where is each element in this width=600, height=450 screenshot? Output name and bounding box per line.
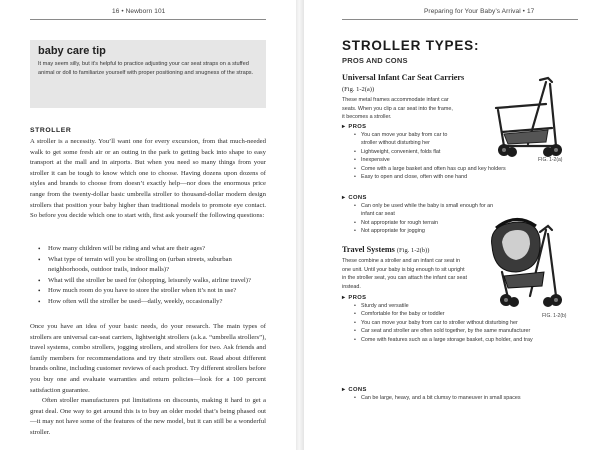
stroller-frame-illustration (482, 74, 570, 160)
list-item: • Can only be used while the baby is small enough for an infant car seat (354, 202, 499, 219)
figure-ref: (Fig. 1-2(b)) (396, 247, 430, 254)
page-subtitle: PROS AND CONS (342, 56, 408, 65)
running-head: 16 • Newborn 101 (112, 8, 166, 15)
list-item: • Car seat and stroller are often sold together, by the same manufacturer (354, 327, 544, 335)
list-item: • Lightweight, convenient, folds flat (354, 148, 459, 156)
list-item: • Comfortable for the baby or toddler (354, 310, 544, 318)
header-rule (342, 19, 578, 20)
stroller-type-heading (342, 245, 482, 257)
pros-list (354, 302, 544, 344)
list-item: • Can be large, heavy, and a bit clumsy to maneuver in small spaces (354, 394, 544, 402)
body-paragraphs (30, 322, 266, 439)
tip-title: baby care tip (38, 45, 106, 57)
figure-label: FIG. 1-2(a) (538, 157, 563, 163)
paragraph-text: Often stroller manufacturers put limitations on discounts, making it hard to get a great deal. One way to get around this is to buy an older model that’s being phased out—it may not have some of the features of the new model, but it can still be a wonderful stroller. (30, 397, 266, 436)
section-heading: STROLLER (30, 127, 72, 134)
question-list (38, 244, 264, 308)
list-item: • Easy to open and close, often with one hand (354, 173, 529, 181)
list-item: • Sturdy and versatile (354, 302, 544, 310)
list-item: • How much room do you have to store the stroller when it’s not in use? (38, 286, 264, 297)
header-rule (30, 19, 266, 20)
heading-text: Universal Infant Car Seat Carriers (342, 73, 465, 82)
cons-heading: ▸ CONS (342, 386, 367, 393)
list-item: • You can move your baby from car to stroller without disturbing her (354, 131, 459, 148)
paragraph-text: A stroller is a necessity. You’ll want one for every excursion, from that much-needed walk to get some fresh air or an outing in the park to getting back into shape to easy transport at the mall and in airports. But when you need so many things from your stroller it can be tough to know which one to choose. Having dozens upon dozens of styles and brands to choose from doesn’t exactly help—nor does the enormous price range from the twenty-dollar basic umbrella stroller to thousand-dollar modern design strollers that position your baby higher than traditional models to promote eye contact. So before you decide which one to start with, first ask yourself the following questions: (30, 138, 266, 220)
left-page (0, 0, 296, 450)
figure-ref: (Fig. 1-2(a)) (342, 85, 375, 93)
tip-text: It may seem silly, but it’s helpful to practice adjusting your car seat straps on a stuffed animal or doll to familiarize yourself with proper positioning and snugness of the straps. (38, 61, 254, 76)
list-item: • You can move your baby from car to stroller without disturbing her (354, 319, 544, 327)
list-item: • Not appropriate for jogging (354, 227, 544, 235)
right-page (304, 0, 600, 450)
pros-list (354, 131, 506, 181)
body-paragraph (30, 137, 266, 222)
heading-text: Travel Systems (342, 245, 395, 254)
pros-heading: ▸ PROS (342, 294, 366, 301)
list-item: • Inexpensive (354, 156, 459, 164)
page-title: STROLLER TYPES: (342, 38, 480, 53)
list-item: • Not appropriate for rough terrain (354, 219, 544, 227)
book-gutter (296, 0, 304, 450)
figure-label: FIG. 1-2(b) (542, 313, 567, 319)
stroller-description: These metal frames accommodate infant car seats. When you clip a car seat into the frame, it becomes a stroller. (342, 97, 453, 120)
list-item: • How often will the stroller be used—daily, weekly, occasionally? (38, 297, 264, 308)
cons-heading: ▸ CONS (342, 194, 367, 201)
running-head: Preparing for Your Baby’s Arrival • 17 (424, 8, 535, 15)
list-item: • How many children will be riding and what are their ages? (38, 244, 264, 255)
tip-box (30, 40, 266, 108)
paragraph-text: Once you have an idea of your basic needs, do your research. The main types of strollers are universal car-seat carriers, lightweight strollers (a.k.a. “umbrella strollers”), travel systems, combo strollers, jogging strollers, and strollers for two. Ask friends and family members for recommendations and try their strollers out. Read about different brands online, including customer reviews of each product. Try different strollers before you buy one and evaluate warranties and return policies—look for a 100 percent satisfaction guarantee. (30, 323, 266, 394)
travel-system-illustration (478, 212, 568, 308)
pros-heading: ▸ PROS (342, 123, 366, 130)
stroller-description: These combine a stroller and an infant car seat in one unit. Until your baby is big enough to sit upright in the stroller seat, you can attach the infant car seat instead. (342, 258, 467, 290)
list-item: • Come with a large basket and often has cup and key holders (354, 165, 529, 173)
list-item: • Come with features such as a large storage basket, cup holder, and tray (354, 336, 544, 344)
list-item: • What will the stroller be used for (shopping, leisurely walks, airline travel)? (38, 276, 264, 287)
cons-list (354, 394, 544, 402)
stroller-type-heading (342, 73, 472, 95)
list-item: • What type of terrain will you be strolling on (urban streets, suburban neighborhoods, outdoor trails, indoor malls)? (38, 255, 264, 276)
